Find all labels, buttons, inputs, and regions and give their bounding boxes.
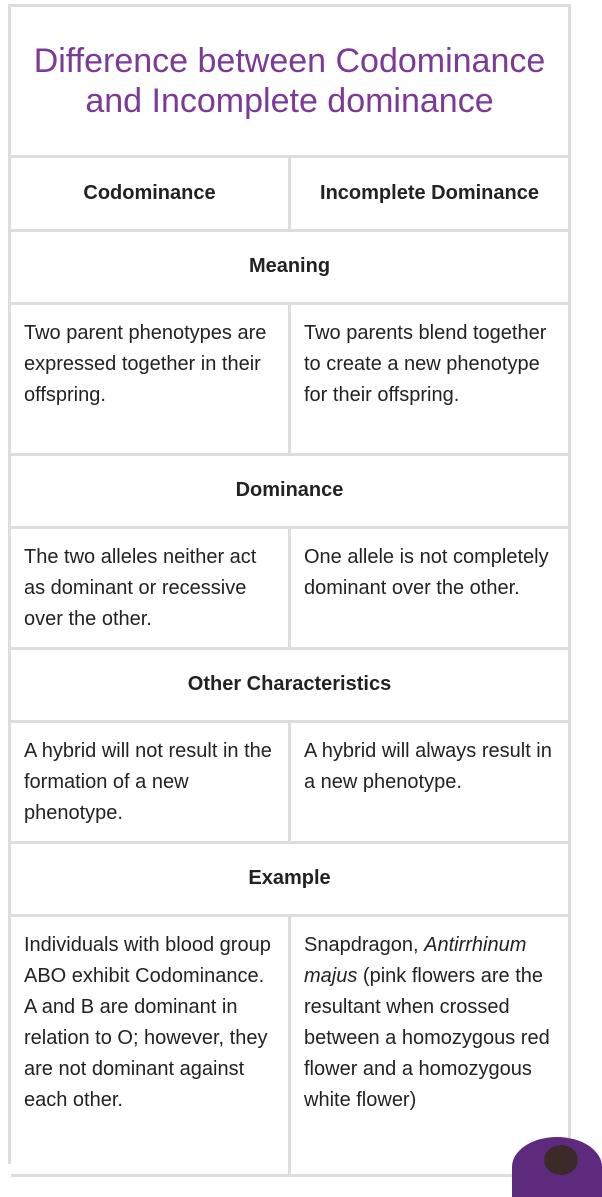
avatar-photo-icon — [544, 1145, 578, 1175]
section-heading-meaning: Meaning — [11, 230, 568, 303]
section-heading-example: Example — [11, 842, 568, 915]
title-row — [11, 7, 568, 156]
section-row-other — [11, 648, 568, 721]
avatar[interactable] — [512, 1137, 602, 1197]
example-incomplete-cell — [290, 915, 569, 1175]
column-header-incomplete-dominance: Incomplete Dominance — [290, 156, 569, 230]
other-incomplete-cell: A hybrid will always result in a new phenotype. — [290, 721, 569, 842]
table-row — [11, 303, 568, 454]
table-row — [11, 915, 568, 1175]
example-suffix-text: (pink flowers are the resultant when crossed between a homozygous red flower and a homozygous white flower) — [304, 964, 550, 1111]
dominance-codominance-cell: The two alleles neither act as dominant or recessive over the other. — [11, 527, 290, 648]
section-row-dominance — [11, 454, 568, 527]
meaning-codominance-cell: Two parent phenotypes are expressed together in their offspring. — [11, 303, 290, 454]
dominance-incomplete-cell: One allele is not completely dominant over the other. — [290, 527, 569, 648]
column-header-row — [11, 156, 568, 230]
comparison-table-container — [8, 4, 571, 1164]
section-row-meaning — [11, 230, 568, 303]
meaning-incomplete-cell: Two parents blend together to create a new phenotype for their offspring. — [290, 303, 569, 454]
species-name: Antirrhinum majus — [304, 933, 527, 987]
table-title: Difference between Codominance and Incomplete dominance — [11, 7, 568, 156]
table-row — [11, 721, 568, 842]
example-codominance-cell: Individuals with blood group ABO exhibit Codominance. A and B are dominant in relation to O; however, they are not dominant against each other. — [11, 915, 290, 1175]
other-codominance-cell: A hybrid will not result in the formation of a new phenotype. — [11, 721, 290, 842]
comparison-table — [11, 7, 568, 1177]
section-heading-other-characteristics: Other Characteristics — [11, 648, 568, 721]
example-prefix-text: Snapdragon, — [304, 933, 425, 956]
section-row-example — [11, 842, 568, 915]
table-row — [11, 527, 568, 648]
section-heading-dominance: Dominance — [11, 454, 568, 527]
column-header-codominance: Codominance — [11, 156, 290, 230]
